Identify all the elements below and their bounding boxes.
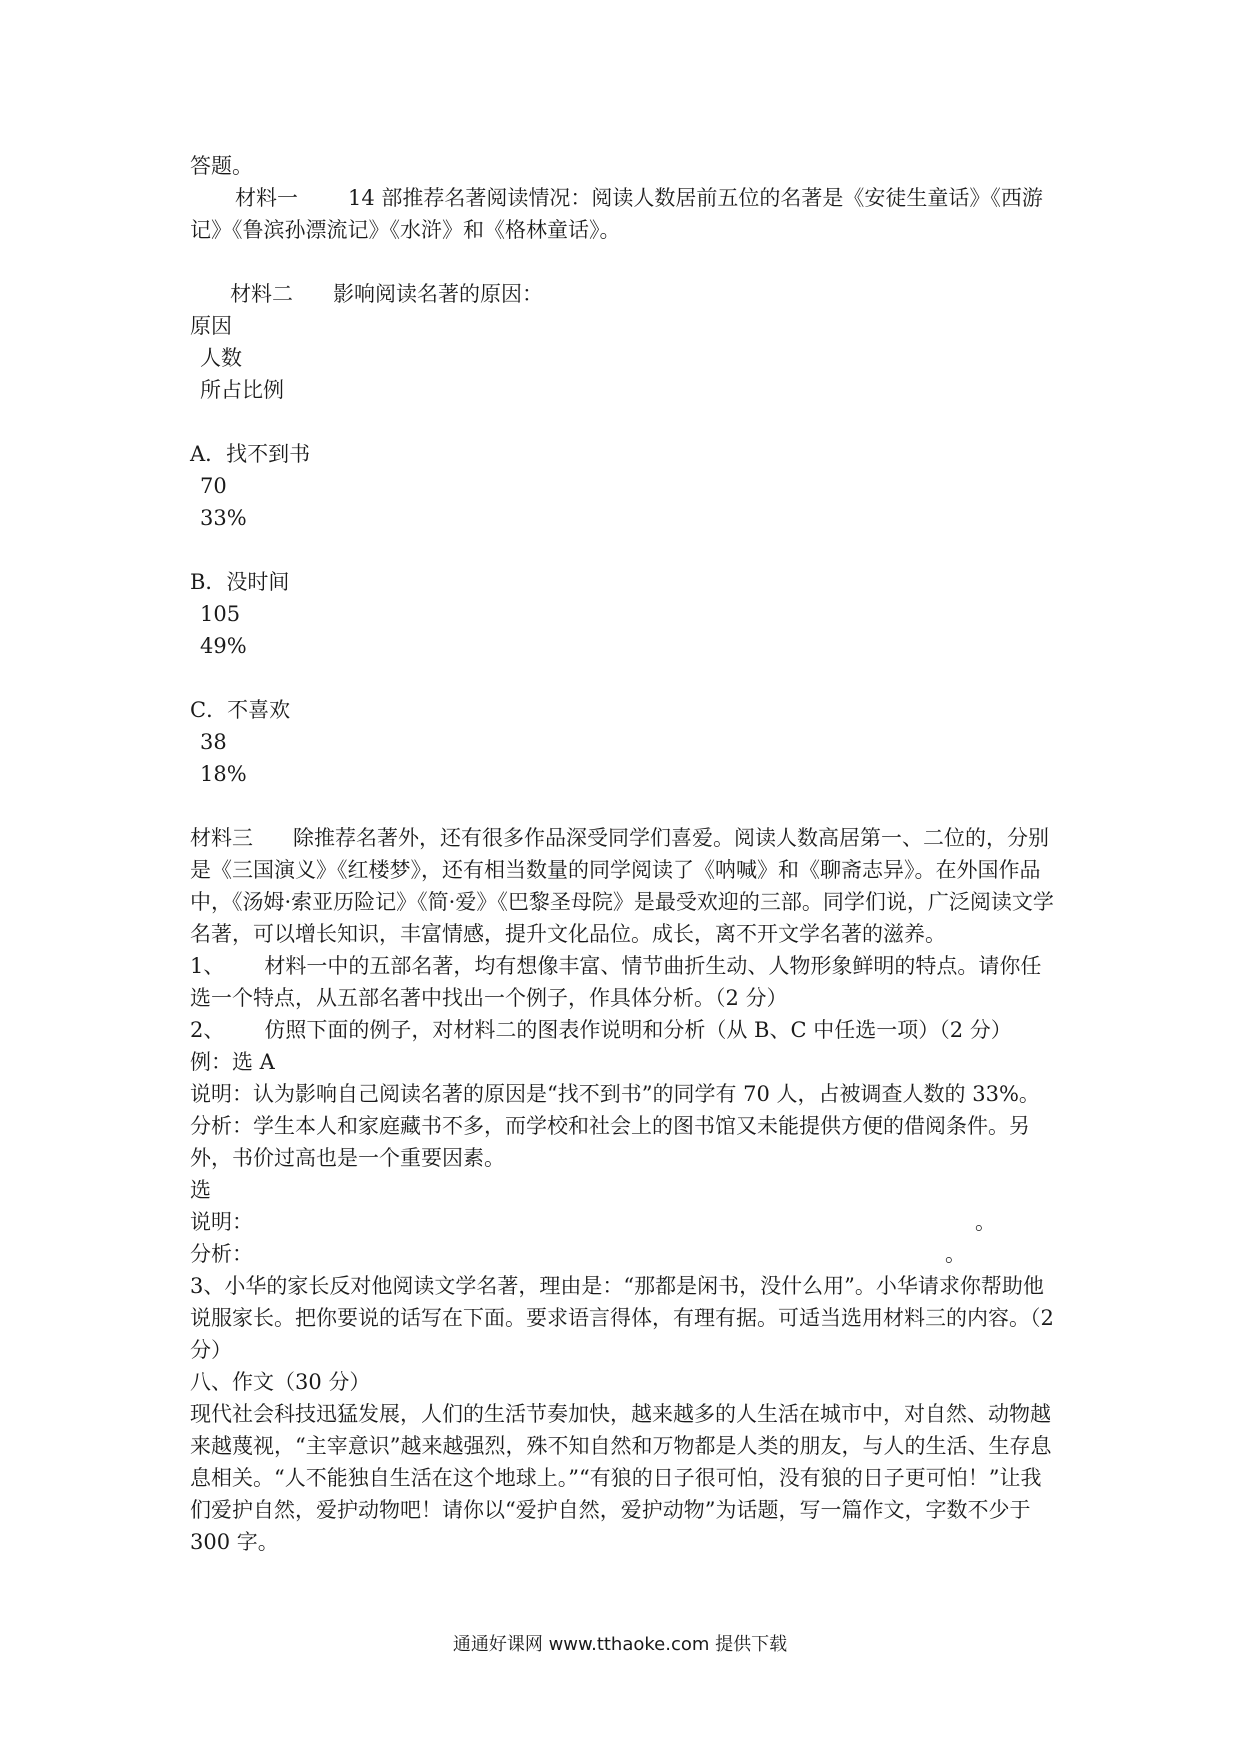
example-analysis: 分析：学生本人和家庭藏书不多，而学校和社会上的图书馆又未能提供方便的借阅条件。另外，书价过高也是一个重要因素。 <box>190 1114 1030 1170</box>
material-1-label: 材料一 <box>235 186 298 210</box>
material-3-label: 材料三 <box>190 826 253 850</box>
material-1-text: 14 部推荐名著阅读情况：阅读人数居前五位的名著是《安徒生童话》《西游记》《鲁滨孙漂流记》《水浒》和《格林童话》。 <box>190 186 1043 242</box>
answer-explain-label: 说明： <box>190 1210 253 1234</box>
table-row-a-ratio: 33% <box>200 506 247 530</box>
question-2 <box>190 1014 1060 1046</box>
section-8-heading: 八、作文（30 分） <box>190 1370 371 1394</box>
material-3 <box>190 822 1060 950</box>
table-header-ratio: 所占比例 <box>200 378 284 402</box>
example-explain: 说明：认为影响自己阅读名著的原因是“找不到书”的同学有 70 人，占被调查人数的 33%。 <box>190 1082 1040 1106</box>
table-header-count: 人数 <box>200 346 242 370</box>
question-2-number: 2、 <box>190 1018 225 1042</box>
example-choose: 例：选 A <box>190 1050 275 1074</box>
material-3-text: 除推荐名著外，还有很多作品深受同学们喜爱。阅读人数高居第一、二位的，分别是《三国演义》《红楼梦》，还有相当数量的同学阅读了《呐喊》和《聊斋志异》。在外国作品中，《汤姆·索亚历险记》《简·爱》《巴黎圣母院》是最受欢迎的三部。同学们说，广泛阅读文学名著，可以增长知识，丰富情感，提升文化品位。成长，离不开文学名著的滋养。 <box>190 826 1054 946</box>
answer-analysis-period: 。 <box>945 1242 966 1266</box>
material-2-label: 材料二 <box>230 282 294 306</box>
table-row-c-reason: C．不喜欢 <box>190 698 291 722</box>
material-1 <box>190 182 1060 246</box>
question-1-text: 材料一中的五部名著，均有想像丰富、情节曲折生动、人物形象鲜明的特点。请你任选一个特点，从五部名著中找出一个例子，作具体分析。（2 分） <box>190 954 1042 1010</box>
table-row-a-count: 70 <box>200 474 227 498</box>
question-2-text: 仿照下面的例子，对材料二的图表作说明和分析（从 B、C 中任选一项）（2 分） <box>264 1018 1012 1042</box>
table-row-b-count: 105 <box>200 602 241 626</box>
table-row-b-ratio: 49% <box>200 634 247 658</box>
table-row-a-reason: A．找不到书 <box>190 442 311 466</box>
page-footer: 通通好课网 www.tthaoke.com 提供下载 <box>452 1634 788 1655</box>
intro-text: 答题。 <box>190 154 253 178</box>
document-body <box>190 150 1060 1558</box>
answer-analysis-row <box>190 1238 1060 1270</box>
question-1 <box>190 950 1060 1014</box>
material-2-text: 影响阅读名著的原因： <box>333 282 544 306</box>
table-header-reason: 原因 <box>190 314 232 338</box>
reading-reasons-table <box>190 310 1060 822</box>
table-row-c-count: 38 <box>200 730 227 754</box>
question-1-number: 1、 <box>190 954 225 978</box>
answer-explain-row <box>190 1206 1060 1238</box>
essay-prompt: 现代社会科技迅猛发展，人们的生活节奏加快，越来越多的人生活在城市中，对自然、动物越来越蔑视，“主宰意识”越来越强烈，殊不知自然和万物都是人类的朋友，与人的生活、生存息息相关。“人不能独自生活在这个地球上。”“有狼的日子很可怕，没有狼的日子更可怕！”让我们爱护自然，爱护动物吧！请你以“爱护自然，爱护动物”为话题，写一篇作文，字数不少于 300 字。 <box>190 1402 1052 1554</box>
answer-choose-label: 选 <box>190 1178 211 1202</box>
question-3: 3、小华的家长反对他阅读文学名著，理由是：“那都是闲书，没什么用”。小华请求你帮助他说服家长。把你要说的话写在下面。要求语言得体，有理有据。可适当选用材料三的内容。（2 分） <box>190 1274 1054 1362</box>
answer-explain-period: 。 <box>975 1210 996 1234</box>
table-row-b-reason: B．没时间 <box>190 570 290 594</box>
material-2 <box>190 246 1060 306</box>
answer-analysis-label: 分析： <box>190 1242 253 1266</box>
table-row-c-ratio: 18% <box>200 762 247 786</box>
